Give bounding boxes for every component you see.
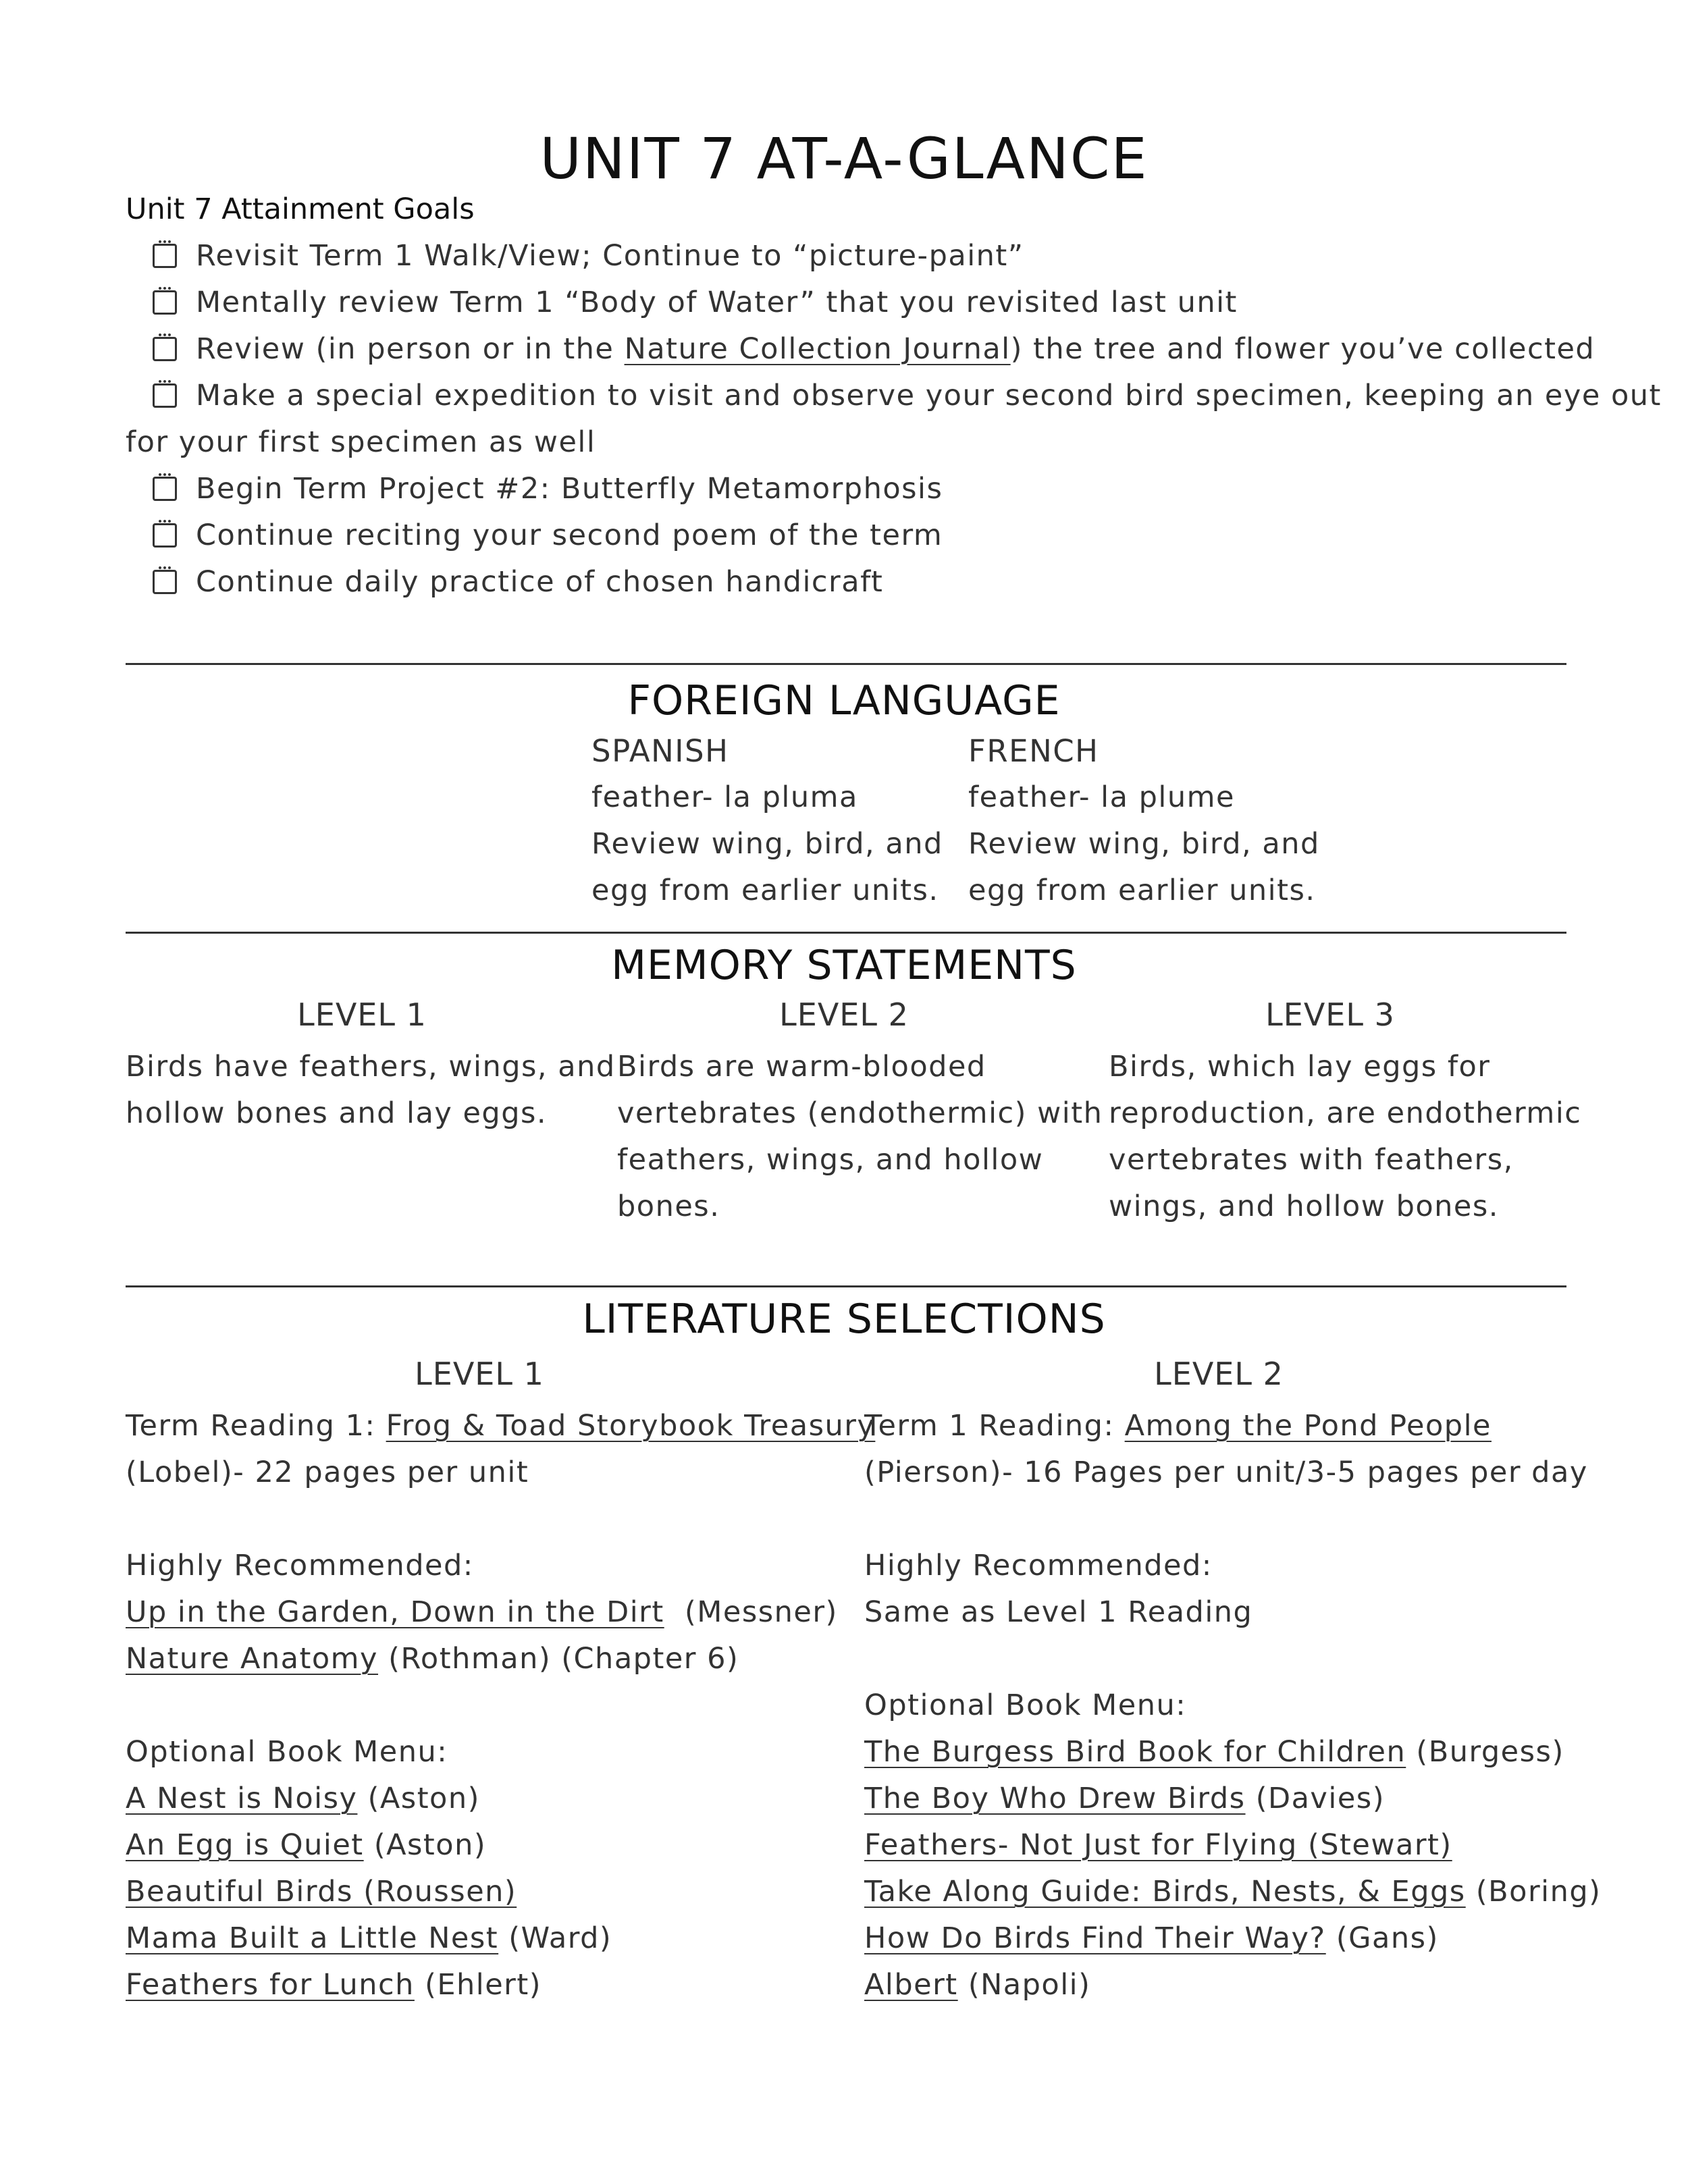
goal-item [153, 279, 1557, 326]
spacer [126, 1496, 835, 1543]
goal-text: Review (in person or in the [196, 332, 625, 366]
checkbox[interactable] [153, 290, 177, 315]
memory-level-1-label [126, 996, 598, 1033]
memory-line: Birds have feathers, wings, and [126, 1050, 616, 1084]
book-author: (Napoli) [957, 1968, 1091, 2002]
memory-line: Birds, which lay eggs for [1109, 1050, 1491, 1084]
goals-heading: Unit 7 Attainment Goals [126, 192, 475, 226]
spacer [126, 1682, 835, 1729]
book-author: (Ehlert) [414, 1968, 542, 2002]
french-line: feather- la plume [968, 780, 1235, 814]
book-author: (Gans) [1325, 1921, 1439, 1955]
memory-line: hollow bones and lay eggs. [126, 1096, 548, 1130]
book-entry [126, 1636, 835, 1682]
book-author: (Ward) [498, 1921, 612, 1955]
goal-item [153, 559, 1557, 606]
french-line: egg from earlier units. [968, 874, 1316, 907]
literature-level-2-label: LEVEL 2 [1154, 1356, 1284, 1392]
memory-line: bones. [617, 1190, 720, 1223]
memory-statements-title: MEMORY STATEMENTS [611, 942, 1077, 989]
checkbox[interactable] [153, 477, 177, 501]
optional-menu-label: Optional Book Menu: [864, 1688, 1187, 1722]
memory-line: feathers, wings, and hollow [617, 1143, 1044, 1177]
book-author: (Burgess) [1406, 1735, 1564, 1769]
goal-continuation: for your first specimen as well [126, 425, 596, 459]
divider [126, 663, 1566, 665]
book-author: (Davies) [1245, 1782, 1385, 1815]
term-reading [864, 1403, 1573, 1449]
memory-line: vertebrates (endothermic) with [617, 1096, 1103, 1130]
term-reading-detail: (Lobel)- 22 pages per unit [126, 1456, 529, 1489]
checkbox[interactable] [153, 523, 177, 548]
term-reading-detail: (Pierson)- 16 Pages per unit/3-5 pages per day [864, 1456, 1588, 1489]
spanish-line: egg from earlier units. [591, 874, 939, 907]
spanish-column [591, 728, 956, 914]
goals-list [126, 233, 1662, 606]
divider [126, 932, 1566, 934]
book-author: (Messner) [664, 1595, 838, 1629]
term-reading-label: Term Reading 1: [126, 1409, 386, 1443]
level-label: LEVEL 2 [779, 996, 909, 1033]
book-entry [126, 1776, 835, 1822]
spanish-label: SPANISH [591, 733, 729, 769]
foreign-language-title: FOREIGN LANGUAGE [627, 677, 1061, 724]
spacer [864, 1636, 1573, 1682]
checkbox[interactable] [153, 337, 177, 361]
term-reading [126, 1403, 876, 1449]
memory-line: Birds are warm-blooded [617, 1050, 986, 1084]
goal-item [153, 326, 1595, 373]
memory-level-2-text [617, 1044, 1103, 1230]
goal-text: Continue daily practice of chosen handicraft [196, 565, 884, 599]
checkbox[interactable] [153, 570, 177, 594]
literature-level-1-label: LEVEL 1 [415, 1356, 544, 1392]
memory-line: vertebrates with feathers, [1109, 1143, 1514, 1177]
book-title: An Egg is Quiet [126, 1828, 364, 1862]
level-label: LEVEL 3 [1265, 996, 1395, 1033]
checkbox[interactable] [153, 244, 177, 268]
book-title: Up in the Garden, Down in the Dirt [126, 1595, 664, 1629]
book-entry [126, 1822, 835, 1869]
book-title: Take Along Guide: Birds, Nests, & Eggs [864, 1875, 1466, 1909]
goal-item [153, 373, 1662, 419]
nature-journal-link: Nature Collection Journal [624, 332, 1011, 366]
goal-text: Continue reciting your second poem of the term [196, 518, 943, 552]
french-label: FRENCH [968, 733, 1099, 769]
divider [126, 1285, 1566, 1287]
book-entry [864, 1729, 1573, 1776]
memory-line: reproduction, are endothermic [1109, 1096, 1582, 1130]
literature-level-1 [126, 1403, 876, 2008]
goal-text: Begin Term Project #2: Butterfly Metamorphosis [196, 472, 943, 506]
spanish-line: Review wing, bird, and [591, 827, 943, 861]
book-entry [126, 1589, 838, 1636]
book-entry [864, 1915, 1573, 1962]
memory-level-1-text [126, 1044, 616, 1137]
memory-level-2-label [608, 996, 1080, 1033]
book-entry [126, 1962, 835, 2008]
book-title: Mama Built a Little Nest [126, 1921, 499, 1955]
term-reading-label: Term 1 Reading: [864, 1409, 1125, 1443]
goal-item [153, 512, 1557, 559]
goal-text: Make a special expedition to visit and observe your second bird specimen, keeping an eye out [196, 379, 1662, 412]
french-column [968, 728, 1333, 914]
book-title: Albert [864, 1968, 958, 2002]
optional-menu-label: Optional Book Menu: [126, 1735, 448, 1769]
book-title: Beautiful Birds (Roussen) [126, 1875, 517, 1909]
book-author: (Boring) [1465, 1875, 1602, 1909]
book-title: A Nest is Noisy [126, 1782, 358, 1815]
book-entry [864, 1869, 1602, 1915]
book-entry [864, 1776, 1573, 1822]
memory-level-3-label [1094, 996, 1566, 1033]
book-title: Feathers for Lunch [126, 1968, 415, 2002]
literature-level-2 [864, 1403, 1602, 2008]
book-entry [864, 1962, 1573, 2008]
book-title: How Do Birds Find Their Way? [864, 1921, 1326, 1955]
highly-recommended-label: Highly Recommended: [864, 1549, 1213, 1582]
spacer [864, 1496, 1573, 1543]
goal-item [153, 233, 1557, 279]
goal-text: Revisit Term 1 Walk/View; Continue to “picture-paint” [196, 239, 1024, 273]
memory-line: wings, and hollow bones. [1109, 1190, 1499, 1223]
book-title: The Boy Who Drew Birds [864, 1782, 1246, 1815]
book-title: Feathers- Not Just for Flying (Stewart) [864, 1828, 1452, 1862]
highly-recommended-text: Same as Level 1 Reading [864, 1595, 1253, 1629]
checkbox[interactable] [153, 383, 177, 408]
literature-title: LITERATURE SELECTIONS [582, 1296, 1106, 1343]
goal-text: Mentally review Term 1 “Body of Water” that you revisited last unit [196, 286, 1238, 319]
book-title: The Burgess Bird Book for Children [864, 1735, 1406, 1769]
french-line: Review wing, bird, and [968, 827, 1320, 861]
spanish-line: feather- la pluma [591, 780, 858, 814]
memory-level-3-text [1109, 1044, 1582, 1230]
book-author: (Aston) [357, 1782, 480, 1815]
book-title: Nature Anatomy [126, 1642, 379, 1676]
book-entry [126, 1869, 835, 1915]
book-title: Frog & Toad Storybook Treasury [386, 1409, 876, 1443]
book-entry [864, 1822, 1573, 1869]
book-author: (Rothman) (Chapter 6) [378, 1642, 739, 1676]
level-label: LEVEL 1 [297, 996, 427, 1033]
book-author: (Aston) [363, 1828, 487, 1862]
highly-recommended-label: Highly Recommended: [126, 1549, 474, 1582]
page-title: UNIT 7 AT-A-GLANCE [539, 126, 1149, 192]
goal-item [153, 466, 1557, 512]
book-entry [126, 1915, 835, 1962]
book-title: Among the Pond People [1124, 1409, 1492, 1443]
goal-text: ) the tree and flower you’ve collected [1010, 332, 1595, 366]
